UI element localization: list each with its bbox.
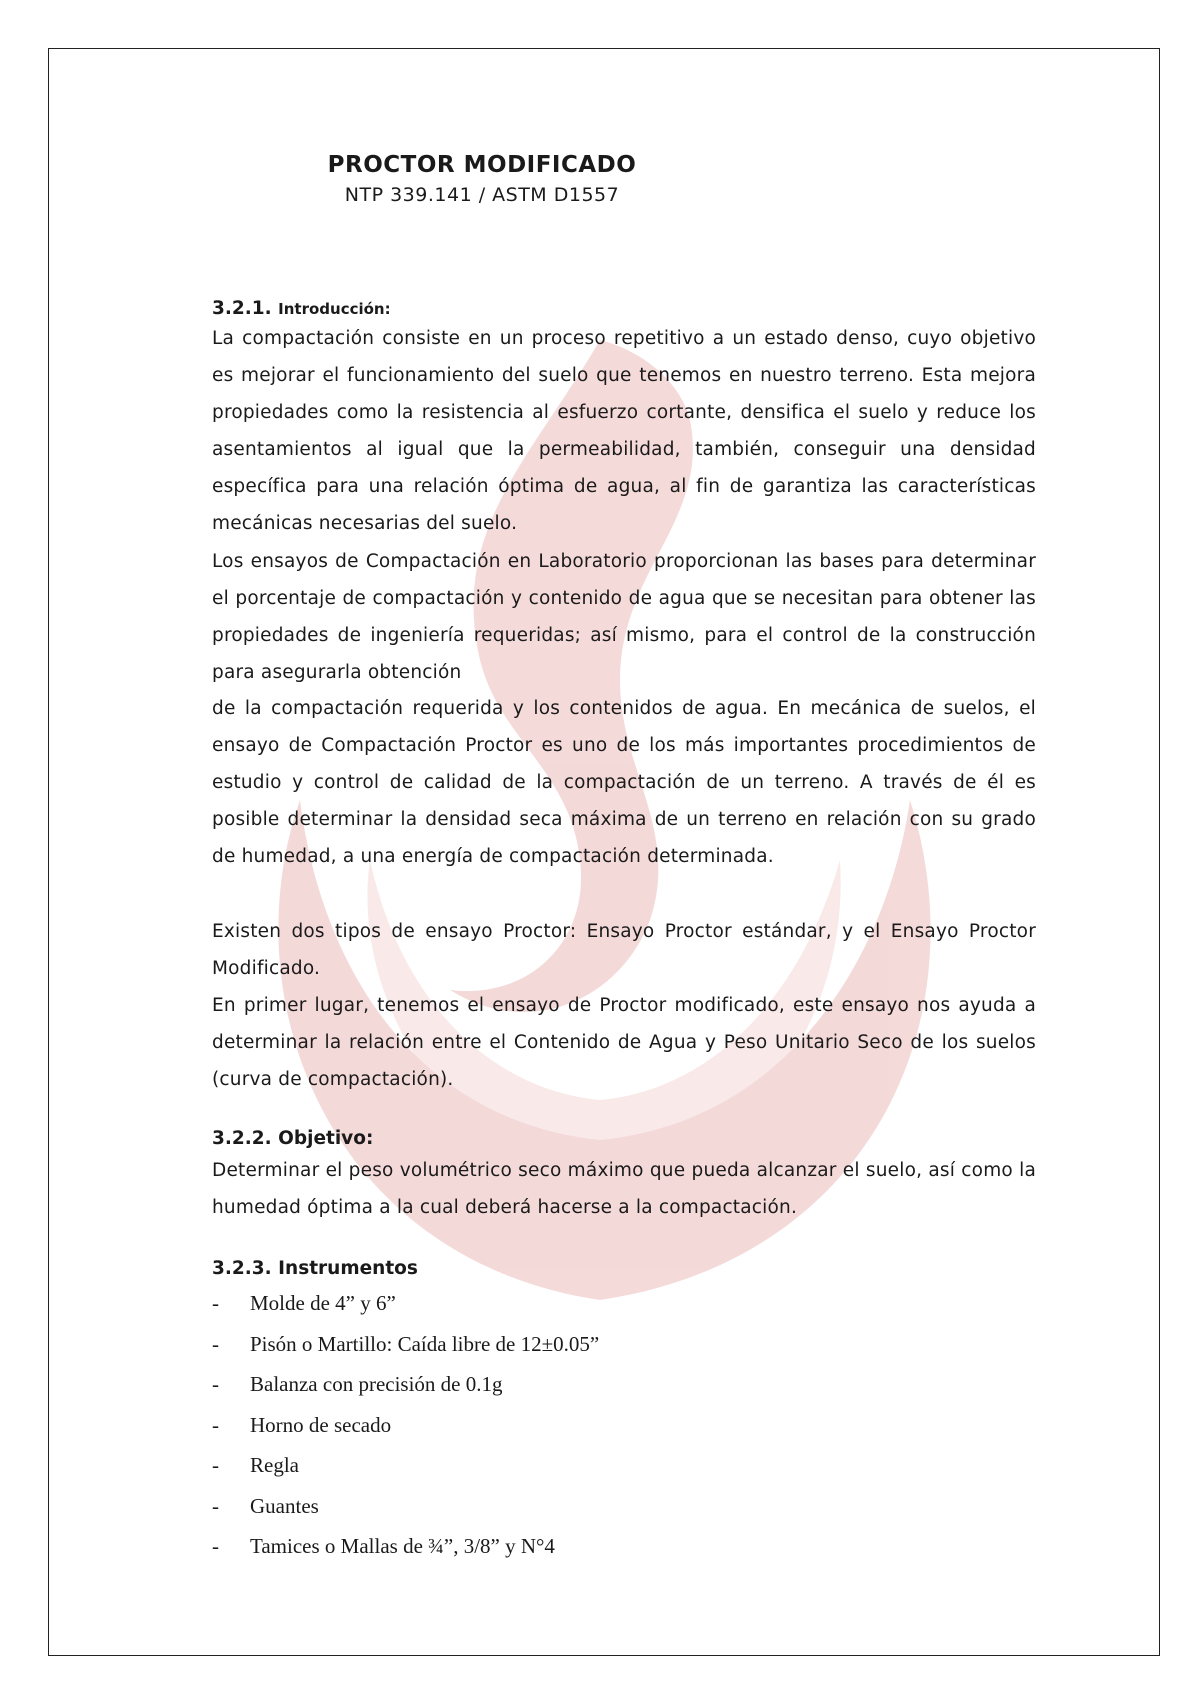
list-bullet: - <box>212 1331 219 1356</box>
section-title: Introducción: <box>278 300 391 318</box>
list-item <box>212 1288 599 1329</box>
list-item <box>212 1410 599 1451</box>
intro-paragraph-3: de la compactación requerida y los contenidos de agua. En mecánica de suelos, el ensayo de Compactación Proctor es uno de los más importantes procedimientos de estudio y control de calidad de la compactación de un terreno. A través de él es posible determinar la densidad seca máxima de un terreno en relación con su grado de humedad, a una energía de compactación determinada. <box>212 698 1036 867</box>
list-item-text: Balanza con precisión de 0.1g <box>250 1372 503 1396</box>
list-item-text: Guantes <box>250 1493 319 1518</box>
list-item-text: Horno de secado <box>250 1412 392 1437</box>
intro-paragraph-4: Existen dos tipos de ensayo Proctor: Ensayo Proctor estándar, y el Ensayo Proctor Modificado. <box>212 921 1036 979</box>
list-bullet: - <box>212 1534 219 1558</box>
list-item-text: Pisón o Martillo: Caída libre de 12±0.05” <box>250 1331 600 1356</box>
section-heading-introduccion <box>212 298 391 319</box>
list-item <box>212 1531 599 1572</box>
intro-paragraph-5: En primer lugar, tenemos el ensayo de Proctor modificado, este ensayo nos ayuda a determinar la relación entre el Contenido de Agua y Peso Unitario Seco de los suelos (curva de compactación). <box>212 995 1036 1090</box>
section-heading-objetivo: 3.2.2. Objetivo: <box>212 1128 374 1149</box>
intro-paragraph-1: La compactación consiste en un proceso repetitivo a un estado denso, cuyo objetivo es mejorar el funcionamiento del suelo que tenemos en nuestro terreno. Esta mejora propiedades como la resistencia al esfuerzo cortante, densifica el suelo y reduce los asentamientos al igual que la permeabilidad, también, conseguir una densidad específica para una relación óptima de agua, al fin de garantiza las características mecánicas necesarias del suelo. <box>212 328 1036 534</box>
document-title: PROCTOR MODIFICADO <box>327 152 637 178</box>
objective-paragraph: Determinar el peso volumétrico seco máximo que pueda alcanzar el suelo, así como la humedad óptima a la cual deberá hacerse a la compactación. <box>212 1160 1036 1218</box>
list-bullet: - <box>212 1372 219 1396</box>
title-block <box>212 152 752 206</box>
section-heading-instrumentos: 3.2.3. Instrumentos <box>212 1258 418 1279</box>
list-item <box>212 1491 599 1532</box>
list-bullet: - <box>212 1493 219 1518</box>
list-item-text: Tamices o Mallas de ¾”, 3/8” y N°4 <box>250 1534 555 1558</box>
list-item <box>212 1329 599 1370</box>
instruments-list <box>212 1288 599 1572</box>
list-item-text: Regla <box>250 1453 299 1477</box>
list-bullet: - <box>212 1453 219 1477</box>
list-bullet: - <box>212 1412 219 1437</box>
section-number: 3.2.1. <box>212 298 272 319</box>
list-bullet: - <box>212 1291 219 1315</box>
list-item <box>212 1450 599 1491</box>
intro-paragraph-2: Los ensayos de Compactación en Laboratorio proporcionan las bases para determinar el porcentaje de compactación y contenido de agua que se necesitan para obtener las propiedades de ingeniería requeridas; así mismo, para el control de la construcción para asegurarla obtención <box>212 551 1036 683</box>
list-item-text: Molde de 4” y 6” <box>250 1291 396 1315</box>
list-item <box>212 1369 599 1410</box>
document-subtitle: NTP 339.141 / ASTM D1557 <box>344 184 620 206</box>
